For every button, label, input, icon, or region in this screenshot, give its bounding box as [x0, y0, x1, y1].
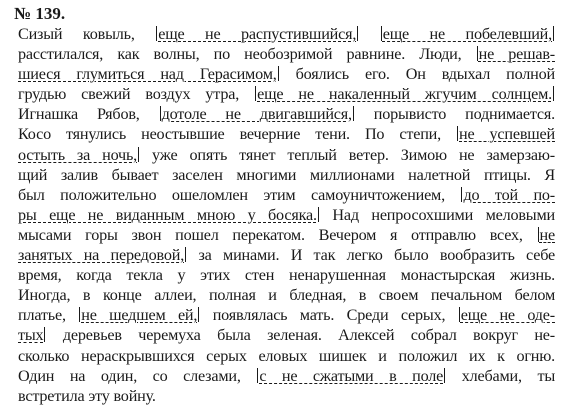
text-line — [18, 285, 555, 305]
text-line — [18, 366, 555, 386]
text-segment: Иногда, в конце аллеи, полная и бледная, в своем печальном белом — [18, 286, 555, 305]
text-segment: Косо тянулись неостывшие вечерние тени. По степи, — [18, 125, 457, 144]
text-line — [18, 265, 555, 285]
text-line — [18, 305, 555, 325]
clause-boundary-mark — [444, 368, 445, 383]
participial-phrase: не решав- — [478, 45, 555, 64]
text-segment: был положительно ошеломлен этим самоуничтожением, — [18, 185, 461, 204]
text-line — [18, 325, 555, 345]
text-line — [18, 185, 555, 205]
text-segment: уже опять тянет теплый ветер. Зимою не замерзаю- — [140, 145, 555, 164]
text-segment: деревьев черемуха была зеленая. Алексей собрал вокруг не- — [46, 326, 555, 345]
text-segment: за минами. И так легко было вообразить себе — [187, 246, 555, 265]
participial-phrase: ры еще не виданным мною у босяка. — [18, 205, 317, 224]
participial-phrase: с не сжатыми в поле — [259, 366, 444, 385]
exercise-text — [18, 24, 555, 406]
text-segment: грудью свежий воздух утра, — [18, 85, 255, 104]
text-segment: время, когда текла у этих стен ненарушенная монастырская жизнь. — [18, 266, 555, 285]
text-segment: Игнашка Рябов, — [18, 105, 159, 124]
text-line — [18, 165, 555, 185]
clause-boundary-mark — [538, 227, 539, 242]
clause-boundary-mark — [459, 307, 460, 322]
clause-boundary-mark — [477, 46, 478, 61]
clause-boundary-mark — [318, 207, 319, 222]
participial-phrase: еще не оде- — [460, 306, 555, 325]
participial-phrase: остыть за ночь, — [18, 145, 138, 164]
text-segment: боялись его. Он вдыхал полной — [279, 65, 555, 84]
text-line — [18, 64, 555, 84]
clause-boundary-mark — [353, 106, 354, 121]
text-line — [18, 24, 555, 44]
text-line — [18, 44, 555, 64]
clause-boundary-mark — [457, 126, 458, 141]
participial-phrase: еще не накаленный жгучим солнцем. — [257, 85, 552, 104]
text-segment: порывисто поднимается. — [354, 105, 555, 124]
text-segment: Сизый ковыль, — [18, 25, 156, 43]
text-segment: сколько нераскрывшихся серых еловых шишек и положил их к огню. — [18, 346, 555, 365]
text-line — [18, 346, 555, 366]
clause-boundary-mark — [185, 247, 186, 262]
participial-phrase: до той по- — [463, 185, 555, 204]
clause-boundary-mark — [138, 147, 139, 162]
text-segment: щий залив бывает заселен многими миллионами налетной птицы. Я — [18, 165, 555, 184]
text-line — [18, 205, 555, 225]
text-segment: расстилался, как волны, по необозримой равнине. Люди, — [18, 45, 476, 64]
text-line — [18, 386, 555, 406]
text-segment: хлебами, ты — [446, 366, 555, 385]
text-segment — [359, 25, 380, 43]
clause-boundary-mark — [255, 86, 256, 101]
participial-phrase: дотоле не двигавшийся, — [161, 105, 352, 124]
participial-phrase: тых — [18, 326, 44, 345]
clause-boundary-mark — [160, 106, 161, 121]
text-segment: появлялась мать. Среди серых, — [200, 306, 458, 325]
text-segment: Один на один, со слезами, — [18, 366, 257, 385]
participial-phrase: шиеся глумиться над Герасимом, — [18, 65, 277, 84]
participial-phrase: еще не распустившийся, — [158, 25, 357, 43]
text-line — [18, 124, 555, 144]
participial-phrase: занятых на передовой, — [18, 246, 185, 265]
text-line — [18, 225, 555, 245]
text-segment: платье, — [18, 306, 79, 325]
text-line — [18, 145, 555, 165]
clause-boundary-mark — [553, 26, 554, 41]
participial-phrase: не успевшей — [459, 125, 555, 144]
clause-boundary-mark — [553, 86, 554, 101]
clause-boundary-mark — [381, 26, 382, 41]
text-segment: встретила эту войну. — [18, 386, 156, 405]
text-segment: Над непросохшими меловыми — [319, 205, 555, 224]
text-line — [18, 84, 555, 104]
clause-boundary-mark — [278, 66, 279, 81]
text-segment: мысами горы звон пошел перекатом. Вечером я отправлю всех, — [18, 225, 537, 244]
text-line — [18, 245, 555, 265]
participial-phrase: не — [539, 225, 555, 244]
participial-phrase: еще не побелевший, — [382, 25, 552, 43]
exercise-number: № 139. — [14, 4, 66, 23]
text-line — [18, 104, 555, 124]
participial-phrase: не шедшем ей, — [81, 306, 198, 325]
